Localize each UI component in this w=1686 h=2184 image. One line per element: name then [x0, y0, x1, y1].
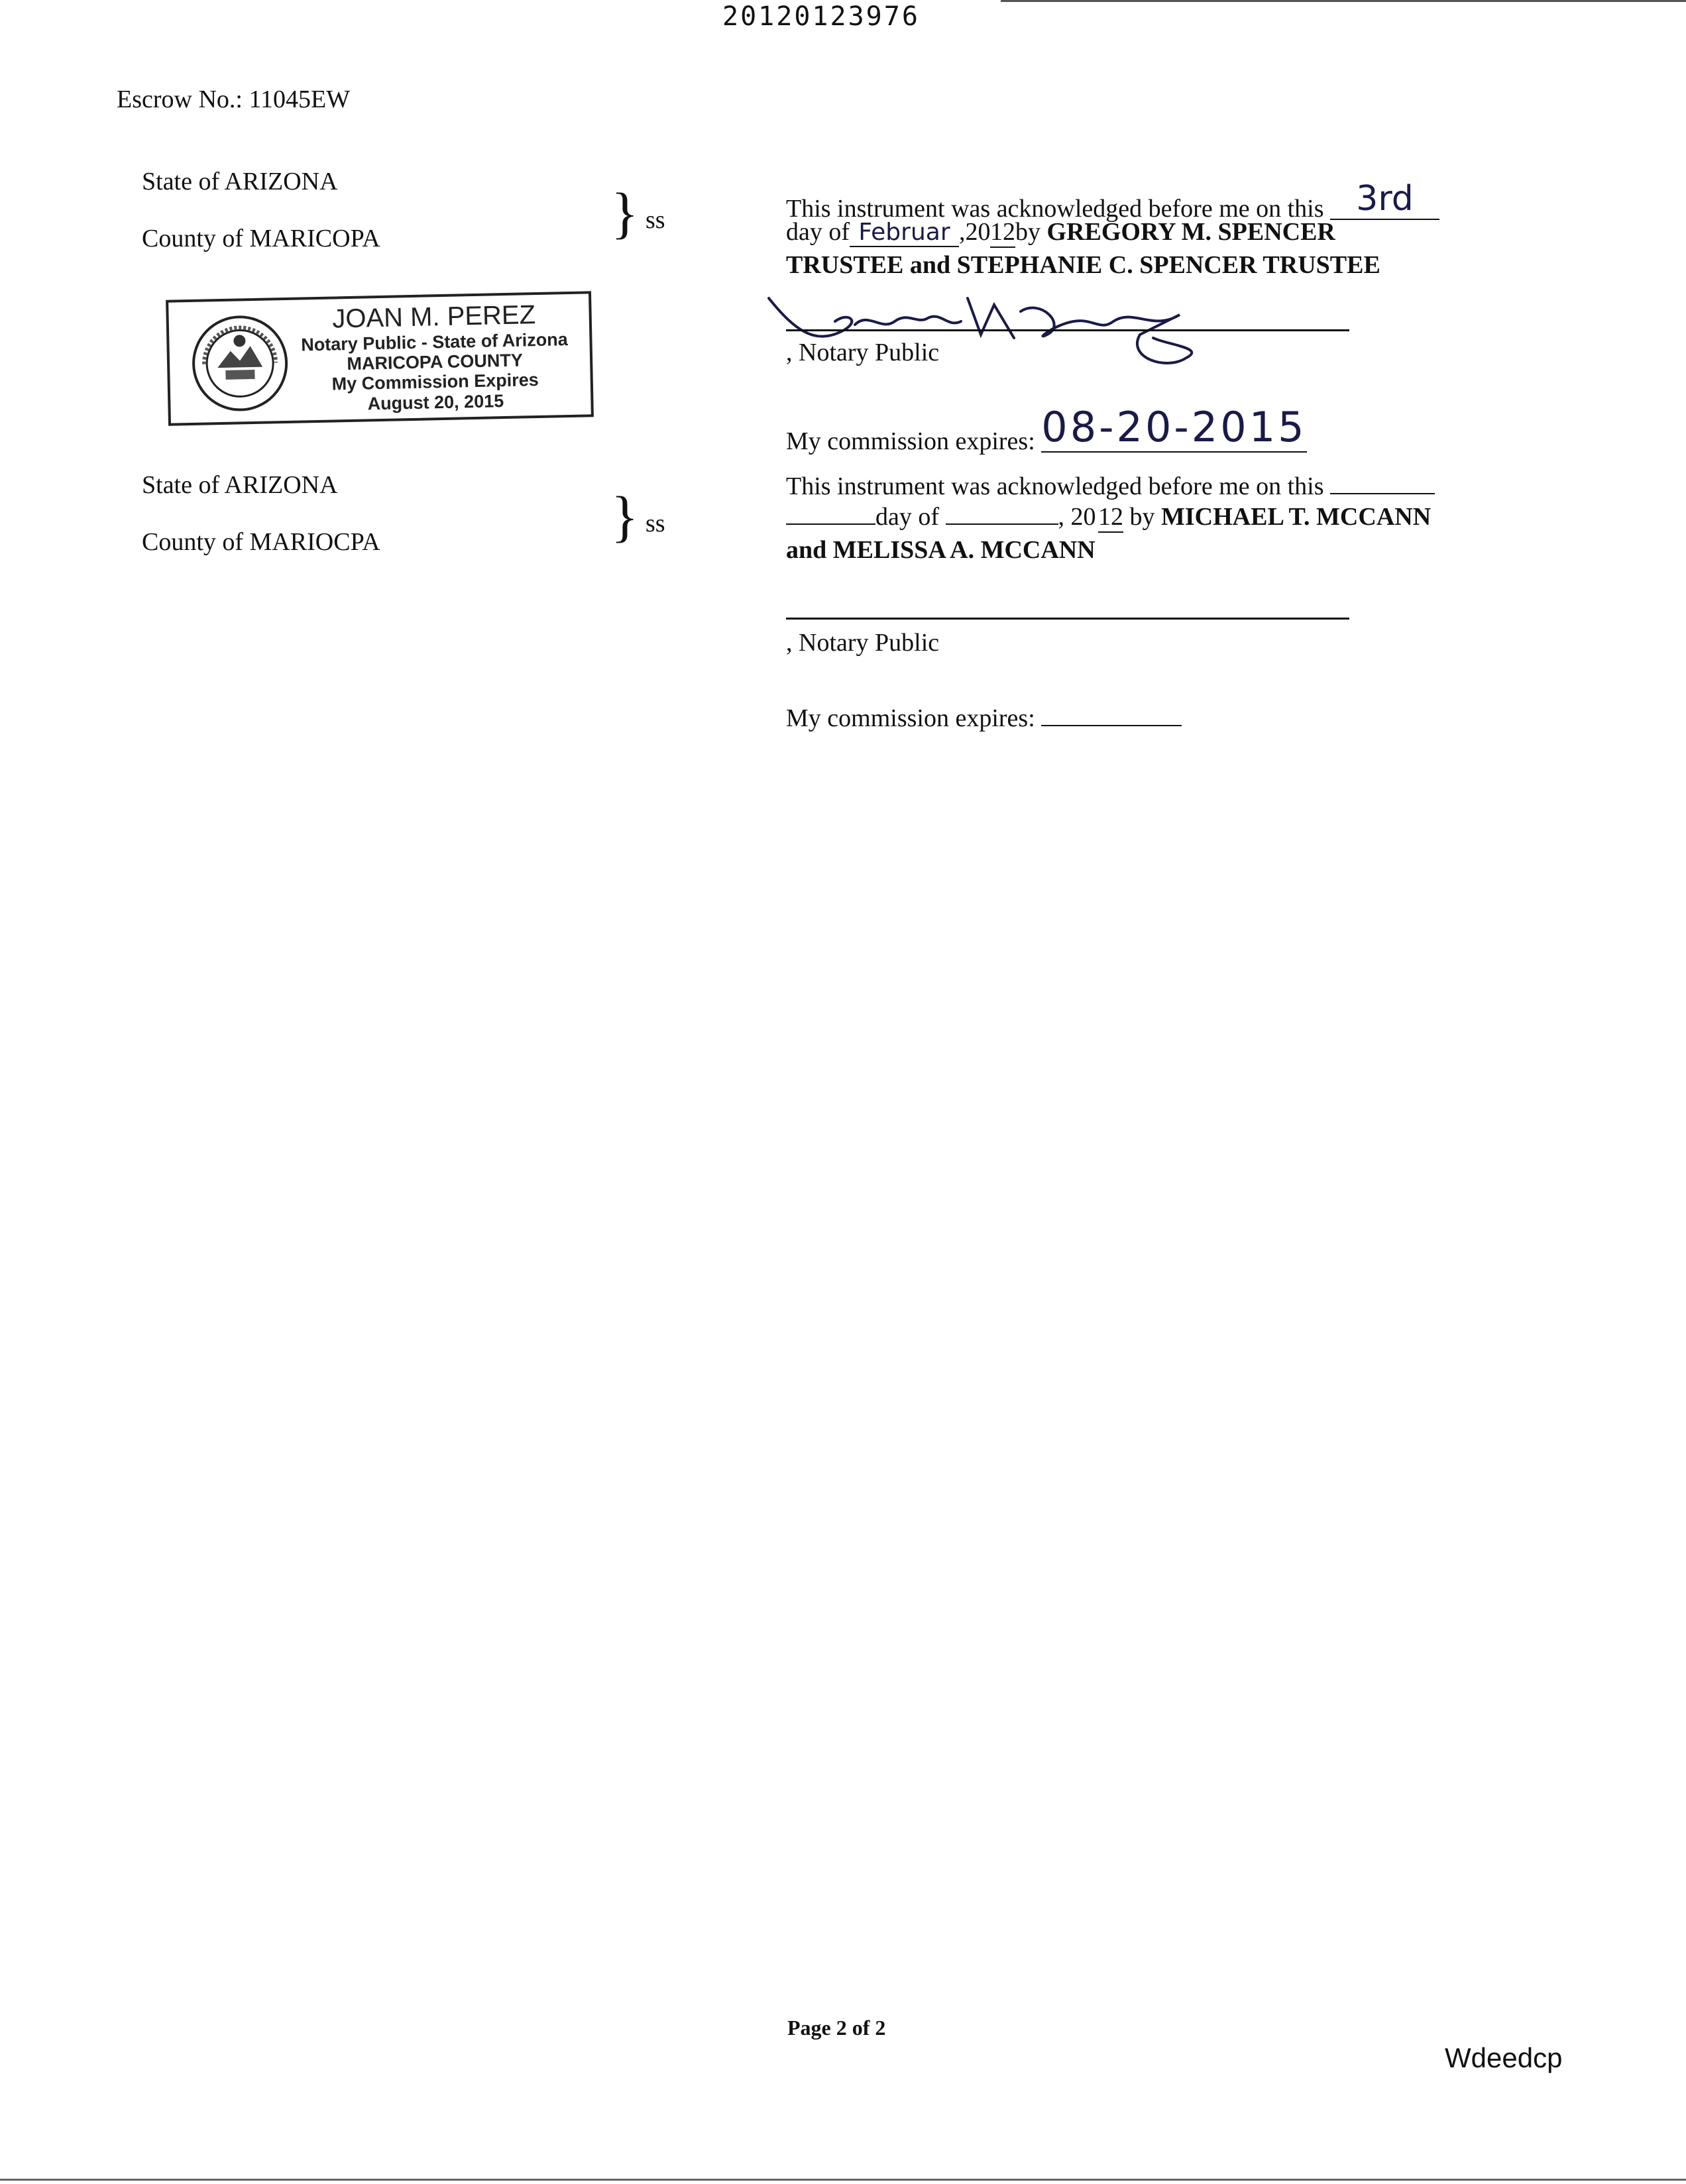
stamp-line5: August 20, 2015 [367, 390, 504, 413]
scan-artifact-bottom [0, 2179, 1686, 2181]
commission-label-2: My commission expires: [786, 704, 1035, 732]
ack-month-value-1: Februar [850, 219, 959, 247]
document-number: 20120123976 [722, 1, 920, 32]
brace-2: } [611, 484, 639, 548]
commission-label-1: My commission expires: [786, 427, 1035, 455]
brace-1: } [611, 181, 639, 245]
ack-intro-2: This instrument was acknowledged before me on this [786, 472, 1324, 500]
ack-line-2 [786, 472, 1435, 501]
year-prefix-2: , 20 [1058, 503, 1096, 531]
names-line1-1: GREGORY M. SPENCER [1046, 218, 1335, 246]
names-line2-1: TRUSTEE and STEPHANIE C. SPENCER TRUSTEE [786, 251, 1380, 279]
commission-line-1 [786, 403, 1307, 461]
signature-line-2 [786, 618, 1349, 620]
venue-state-1: State of ARIZONA [142, 168, 338, 195]
signature-line-1 [786, 329, 1349, 331]
commission-blank-2 [1041, 705, 1182, 726]
notary-public-label-1: , Notary Public [786, 339, 940, 366]
ss-label-1: ss [646, 206, 665, 234]
stamp-line3: MARICOPA COUNTY [347, 350, 524, 374]
ack-intro-1: This instrument was acknowledged before me on this [786, 195, 1324, 223]
venue-county-1: County of MARICOPA [142, 225, 380, 252]
commission-line-2 [786, 704, 1182, 733]
year-value-1: 12 [990, 217, 1015, 248]
stamp-line4: My Commission Expires [331, 370, 539, 394]
ack-date-line-2 [786, 502, 1431, 533]
notary-stamp [166, 291, 594, 425]
day-of-label-1: day of [786, 218, 850, 246]
stamp-line2: Notary Public - State of Arizona [300, 329, 569, 355]
stamp-text [288, 300, 581, 415]
escrow-number: Escrow No.: 11045EW [117, 85, 351, 113]
year-prefix-1: ,20 [959, 218, 991, 246]
names-line1-2: MICHAEL T. MCCANN [1161, 503, 1432, 531]
commission-value-1: 08-20-2015 [1041, 403, 1307, 451]
month-blank-2 [946, 504, 1058, 525]
day-blank-2 [786, 504, 875, 525]
ack-day-blank-2 [1330, 473, 1435, 494]
state-seal-icon [190, 313, 290, 413]
form-code: Wdeedcp [1445, 2042, 1563, 2073]
year-value-2: 12 [1098, 502, 1123, 533]
venue-county-2: County of MARIOCPA [142, 528, 380, 556]
ack-date-line-1 [786, 217, 1335, 248]
page-number: Page 2 of 2 [787, 2016, 886, 2040]
day-of-label-2: day of [875, 503, 940, 531]
venue-state-2: State of ARIZONA [142, 471, 338, 499]
names-line2-2: and MELISSA A. MCCANN [786, 536, 1096, 564]
ack-day-value-1: 3rd [1330, 179, 1439, 220]
notary-public-label-2: , Notary Public [786, 629, 940, 657]
by-label-2: by [1129, 503, 1155, 531]
stamp-name: JOAN M. PEREZ [331, 300, 536, 334]
by-label-1: by [1015, 218, 1041, 246]
ss-label-2: ss [646, 510, 665, 537]
scan-artifact-top [1001, 0, 1686, 2]
